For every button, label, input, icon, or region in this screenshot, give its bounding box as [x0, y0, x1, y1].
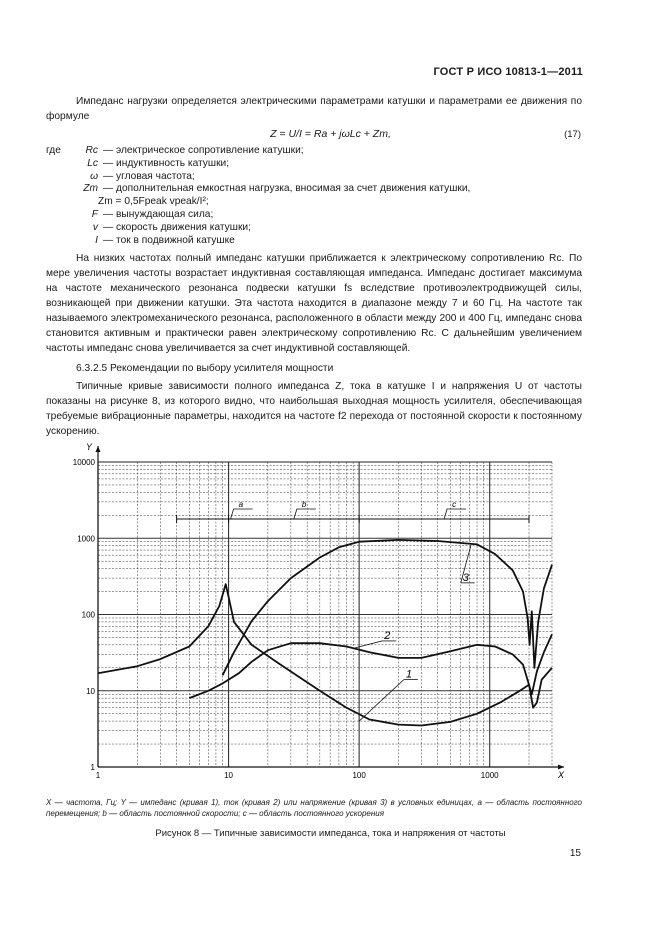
- definition-symbol: I: [95, 234, 98, 246]
- definition-item: [46, 222, 582, 235]
- definition-item: [46, 235, 582, 248]
- paragraph-2: Типичные кривые зависимости полного импеданса Z, тока в катушке I и напряжения U от частоты показаны на рисунке 8, из которого видно, что наибольшая выходная мощность усилителя, обеспечивающая требуемые вибрационные параметры, находится на частоте f2 перехода от постоянной скорости к постоянному ускорению.: [46, 381, 582, 437]
- x-axis-label: X: [558, 770, 565, 780]
- curve-label: 3: [462, 571, 469, 584]
- definition-item: [46, 183, 582, 196]
- definition-text: — скорость движения катушки;: [103, 221, 251, 233]
- definition-symbol: Rc: [85, 145, 98, 156]
- y-axis-label: Y: [86, 442, 93, 452]
- definition-item: [46, 209, 582, 222]
- definition-lead: где: [46, 145, 61, 156]
- curve-label: 1: [405, 668, 412, 681]
- definition-text: Zm = 0,5Fpeak vpeak/I²;: [98, 196, 209, 208]
- definition-item: [46, 171, 582, 184]
- paragraph-1: На низких частотах полный импеданс катушки приближается к электрическому сопротивлению Rc. По мере увеличения частоты возрастает индуктивная составляющая импеданса. Импеданс достигает максимума на частоте механического резонанса подвески катушки fs вследствие противоэлектродвижущей силы, возникающей при движении катушки. Эта частота находится в диапазоне между 7 и 60 Гц. На частоте так называемого электромеханического резонанса, расположенного в области между 200 и 400 Гц, импеданс снова становится активным и практически равен электрическому сопротивлению Rc. С дальнейшим увеличением частоты импеданс снова увеличивается за счет индуктивной составляющей.: [46, 253, 582, 354]
- x-tick-label: 100: [352, 771, 366, 780]
- y-tick-label: 10: [86, 686, 95, 696]
- page-number: 15: [569, 848, 581, 859]
- x-tick-label: 1: [95, 771, 101, 780]
- section-heading: 6.3.2.5 Рекомендации по выбору усилителя мощности: [76, 363, 334, 374]
- region-label: b: [301, 500, 307, 509]
- definition-text: — индуктивность катушки;: [103, 157, 230, 169]
- curve-label: 2: [384, 629, 391, 642]
- figure-8-chart: [60, 432, 580, 792]
- y-tick-label: 100: [81, 610, 95, 620]
- definitions-list: [46, 145, 582, 247]
- x-tick-label: 10: [224, 771, 234, 780]
- figure-title: Рисунок 8 — Типичные зависимости импеданса, тока и напряжения от частоты: [155, 828, 506, 839]
- region-leader: [231, 509, 253, 519]
- page-header: ГОСТ Р ИСО 10813-1—2011: [433, 66, 583, 78]
- definition-text: — дополнительная емкостная нагрузка, вносимая за счет движения катушки,: [103, 183, 471, 195]
- definition-item: [46, 145, 582, 158]
- definition-symbol: F: [91, 208, 98, 220]
- figure-caption: X — частота, Гц; Y — импеданс (кривая 1), ток (кривая 2) или напряжение (кривая 3) в условных единицах, a — область постоянного перемещения; b — область постоянной скорости; c — область постоянного ускорения: [46, 798, 582, 818]
- definition-symbol: Zm: [83, 183, 98, 195]
- y-tick-label: 1: [90, 763, 95, 772]
- y-tick-label: 1000: [77, 534, 95, 544]
- formula-number: (17): [564, 129, 581, 140]
- definition-text: — ток в подвижной катушке: [103, 234, 235, 246]
- definition-text: — электрическое сопротивление катушки;: [103, 145, 304, 156]
- definition-item: [46, 158, 582, 171]
- definition-item: [46, 196, 582, 209]
- y-axis-arrow: [96, 446, 101, 452]
- definition-text: — вынуждающая сила;: [103, 208, 214, 220]
- region-leader: [294, 509, 316, 519]
- definition-text: — угловая частота;: [103, 170, 195, 182]
- definition-symbol: v: [92, 221, 98, 233]
- definition-symbol: Lc: [87, 157, 98, 169]
- region-leader: [444, 509, 466, 519]
- x-axis-arrow: [558, 765, 564, 770]
- x-tick-label: 1000: [480, 771, 499, 780]
- definition-symbol: ω: [90, 170, 98, 182]
- region-label: c: [452, 500, 457, 509]
- region-label: a: [238, 500, 244, 509]
- y-tick-label: 10000: [72, 458, 95, 467]
- curve-leader: [359, 680, 404, 721]
- formula: Z = U/I = Ra + jωLc + Zm,: [270, 128, 391, 140]
- intro-paragraph: Импеданс нагрузки определяется электрическими параметрами катушки и параметрами ее движения по формуле: [46, 96, 582, 122]
